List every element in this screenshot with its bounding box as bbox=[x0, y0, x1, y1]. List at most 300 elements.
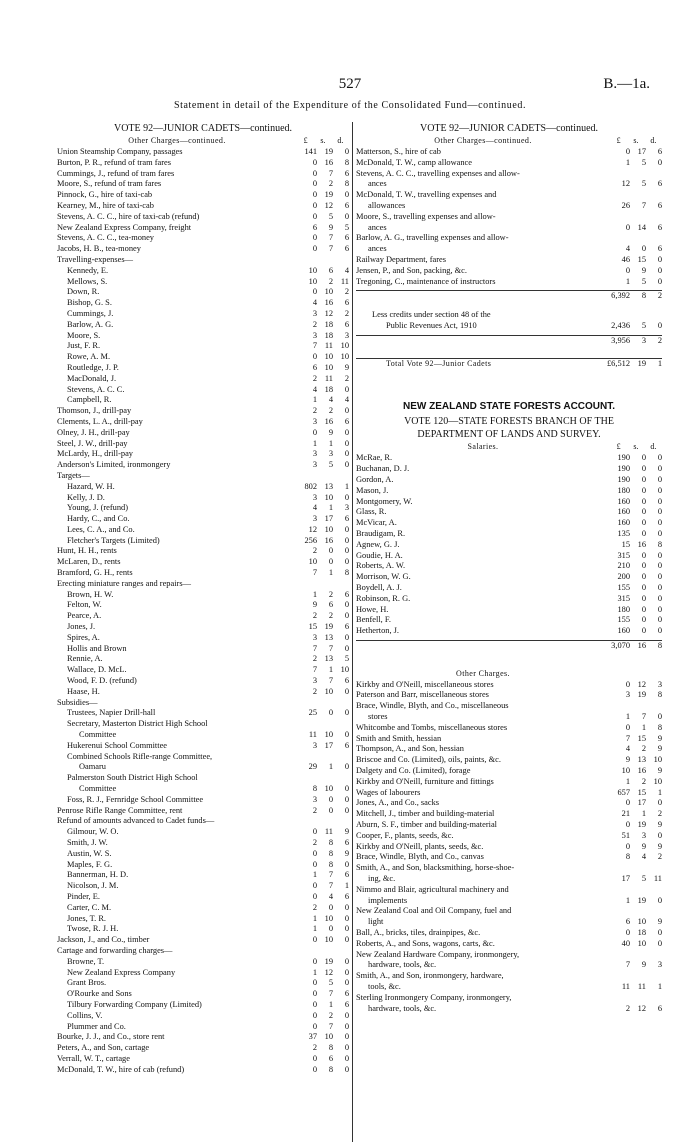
amount bbox=[610, 777, 662, 788]
amount-pounds: 0 bbox=[312, 168, 317, 178]
amount bbox=[610, 734, 662, 745]
amount bbox=[610, 594, 662, 605]
payee-name: Steel, J. W., drill-pay bbox=[57, 438, 128, 448]
ledger-row bbox=[57, 169, 349, 180]
amount-shillings: 10 bbox=[324, 492, 333, 502]
amount-shillings: 4 bbox=[328, 395, 333, 405]
payee-name: Goudie, H. A. bbox=[356, 550, 403, 560]
pounds-unit: £ bbox=[616, 442, 621, 452]
payee-name: Targets— bbox=[57, 470, 90, 480]
amount-pence: 0 bbox=[344, 427, 349, 437]
amount bbox=[297, 806, 349, 817]
amount bbox=[610, 529, 662, 540]
amount bbox=[297, 482, 349, 493]
ledger-row bbox=[57, 266, 349, 277]
ledger-row bbox=[57, 1022, 349, 1033]
amount-shillings: 9 bbox=[641, 841, 646, 851]
ledger-row bbox=[57, 816, 349, 827]
payee-name: Moore, S., travelling expenses and allow- bbox=[356, 211, 496, 221]
other-charges-heading: Other Charges. bbox=[456, 668, 510, 678]
amount bbox=[297, 320, 349, 331]
amount-pounds: 7 bbox=[312, 341, 317, 351]
amount-pounds: 4 bbox=[312, 384, 317, 394]
amount bbox=[610, 244, 662, 255]
amount-pence: 2 bbox=[344, 308, 349, 318]
ledger-row bbox=[356, 734, 662, 745]
amount-pounds: 210 bbox=[617, 561, 630, 571]
document-reference: B.—1a. bbox=[603, 76, 650, 92]
payee-name: Jensen, P., and Son, packing, &c. bbox=[356, 265, 467, 275]
amount bbox=[297, 331, 349, 342]
amount-pence: 10 bbox=[653, 755, 662, 765]
amount-shillings: 8 bbox=[328, 838, 333, 847]
ledger-row bbox=[57, 698, 349, 709]
payee-name: ances bbox=[368, 222, 387, 232]
amount-shillings: 18 bbox=[324, 384, 333, 394]
amount bbox=[610, 626, 662, 637]
amount-pounds: 9 bbox=[625, 755, 630, 765]
amount-pounds: 0 bbox=[312, 848, 317, 858]
amount-pence: 6 bbox=[344, 416, 349, 426]
amount bbox=[297, 600, 349, 611]
amount bbox=[297, 287, 349, 298]
pence-unit: d. bbox=[650, 136, 657, 145]
amount bbox=[297, 158, 349, 169]
amount-shillings: 13 bbox=[324, 654, 333, 664]
amount-pounds: 3 bbox=[312, 794, 317, 804]
payee-name: Stevens, A. C. C. bbox=[67, 384, 125, 394]
payee-name: Fletcher's Targets (Limited) bbox=[67, 535, 160, 545]
amount-pence: 1 bbox=[344, 481, 349, 491]
amount bbox=[610, 518, 662, 529]
amount-pounds: 8 bbox=[312, 784, 317, 794]
payee-name: Cooper, F., plants, seeds, &c. bbox=[356, 830, 454, 840]
amount-pounds: 1 bbox=[625, 776, 630, 786]
amount bbox=[610, 561, 662, 572]
amount-shillings: 13 bbox=[324, 481, 333, 491]
amount-pence: 0 bbox=[657, 895, 662, 905]
amount-pence: 6 bbox=[344, 514, 349, 524]
ledger-row bbox=[57, 784, 349, 795]
amount-shillings: 7 bbox=[328, 643, 333, 653]
amount-pounds: 6 bbox=[312, 222, 317, 232]
amount-pounds: 2 bbox=[312, 686, 317, 696]
ledger-row bbox=[356, 572, 662, 583]
ledger-row bbox=[57, 762, 349, 773]
amount-pence: 3 bbox=[657, 679, 662, 689]
payee-name: Barlow, A. G., travelling expenses and allow- bbox=[356, 233, 509, 243]
payee-name: Grant Bros. bbox=[67, 978, 107, 988]
amount-pounds: 4 bbox=[312, 503, 317, 513]
amount-pounds: 1 bbox=[312, 967, 317, 977]
amount-pence: 8 bbox=[657, 640, 662, 650]
payee-name: Cartage and forwarding charges— bbox=[57, 945, 173, 955]
unit-headers bbox=[297, 135, 349, 147]
ledger-row bbox=[57, 244, 349, 255]
amount-pence: 0 bbox=[657, 528, 662, 538]
payee-name: Felton, W. bbox=[67, 600, 102, 610]
amount-pence: 0 bbox=[344, 449, 349, 459]
ledger-row bbox=[356, 244, 662, 255]
amount bbox=[297, 654, 349, 665]
amount-pence: 0 bbox=[344, 1043, 349, 1053]
amount bbox=[610, 179, 662, 190]
statement-heading: Statement in detail of the Expenditure of the Consolidated Fund—continued. bbox=[173, 100, 527, 111]
ledger-row bbox=[356, 255, 662, 266]
amount bbox=[297, 892, 349, 903]
amount-pounds: 25 bbox=[308, 708, 317, 718]
ledger-row bbox=[356, 518, 662, 529]
ledger-row bbox=[57, 773, 349, 784]
amount-pence: 0 bbox=[344, 686, 349, 696]
amount-shillings: 0 bbox=[328, 805, 333, 815]
ledger-row bbox=[356, 605, 662, 616]
payee-name: Anderson's Limited, ironmongery bbox=[57, 460, 171, 470]
amount-pounds: 4 bbox=[625, 244, 630, 254]
amount-shillings: 5 bbox=[641, 874, 646, 884]
payee-name: Wages of labourers bbox=[356, 787, 421, 797]
amount-shillings: 9 bbox=[641, 960, 646, 970]
amount-shillings: 10 bbox=[324, 784, 333, 794]
amount bbox=[297, 1065, 349, 1076]
ledger-row bbox=[356, 212, 662, 223]
amount-pounds: 3 bbox=[312, 416, 317, 426]
ledger-row bbox=[356, 777, 662, 788]
payee-name: Ball, A., bricks, tiles, drainpipes, &c. bbox=[356, 928, 481, 938]
ledger-row bbox=[356, 896, 662, 907]
ledger-row bbox=[57, 1065, 349, 1076]
ledger-row bbox=[57, 363, 349, 374]
amount-pounds: 0 bbox=[312, 352, 317, 362]
amount-shillings: 5 bbox=[328, 211, 333, 221]
amount bbox=[297, 860, 349, 871]
amount-shillings: 0 bbox=[328, 924, 333, 934]
amount-pounds: 135 bbox=[617, 528, 630, 538]
amount-shillings: 19 bbox=[637, 358, 646, 368]
amount-pence: 2 bbox=[657, 852, 662, 862]
amount-shillings: 10 bbox=[637, 938, 646, 948]
ledger-row bbox=[356, 820, 662, 831]
amount bbox=[610, 158, 662, 169]
amount-pence: 0 bbox=[657, 276, 662, 286]
payee-name: McVicar, A. bbox=[356, 518, 397, 528]
amount bbox=[297, 644, 349, 655]
amount-shillings: 0 bbox=[328, 557, 333, 567]
payee-name: Moore, S., refund of tram fares bbox=[57, 179, 162, 189]
amount-shillings: 7 bbox=[328, 676, 333, 686]
amount-shillings: 16 bbox=[324, 298, 333, 308]
amount-pounds: 12 bbox=[621, 179, 630, 189]
amount-shillings: 15 bbox=[637, 254, 646, 264]
subtotal-row bbox=[356, 290, 662, 302]
amount-shillings: 1 bbox=[328, 999, 333, 1009]
amount-pounds: 160 bbox=[617, 626, 630, 636]
amount-pounds: 0 bbox=[625, 265, 630, 275]
amount-shillings: 10 bbox=[324, 730, 333, 740]
ledger-row bbox=[356, 885, 662, 896]
amount bbox=[297, 341, 349, 352]
amount bbox=[297, 1011, 349, 1022]
amount-pounds: 1 bbox=[312, 395, 317, 405]
left-column bbox=[57, 122, 349, 1076]
amount bbox=[610, 874, 662, 885]
amount-pence: 6 bbox=[657, 200, 662, 210]
amount-pence: 0 bbox=[657, 254, 662, 264]
amount-shillings: 10 bbox=[324, 1032, 333, 1042]
amount-pence: 0 bbox=[657, 572, 662, 582]
ledger-row bbox=[57, 223, 349, 234]
payee-name: Hunt, H. H., rents bbox=[57, 546, 117, 556]
amount-pence: 8 bbox=[344, 157, 349, 167]
amount-pence: 0 bbox=[657, 464, 662, 474]
payee-name: Buchanan, D. J. bbox=[356, 464, 410, 474]
payee-name: Oamaru bbox=[79, 762, 106, 772]
amount bbox=[297, 838, 349, 849]
amount-shillings: 3 bbox=[328, 449, 333, 459]
payee-name: Pinder, E. bbox=[67, 891, 100, 901]
amount-shillings: 11 bbox=[637, 982, 646, 991]
amount-pence: 9 bbox=[344, 827, 349, 837]
amount-pounds: 0 bbox=[312, 1010, 317, 1020]
ledger-row bbox=[57, 849, 349, 860]
payee-name: Jones, T. R. bbox=[67, 913, 107, 923]
ledger-row bbox=[57, 1011, 349, 1022]
payee-name: hardware, tools, &c. bbox=[368, 960, 437, 970]
amount-pence: 0 bbox=[344, 1021, 349, 1031]
amount-pounds: 3,070 bbox=[611, 640, 630, 650]
amount-pence: 10 bbox=[340, 352, 349, 362]
amount bbox=[297, 190, 349, 201]
amount-shillings: 13 bbox=[324, 632, 333, 642]
amount-pence: 0 bbox=[657, 507, 662, 517]
amount-shillings: 17 bbox=[637, 798, 646, 808]
payee-name: Gordon, A. bbox=[356, 474, 394, 484]
ledger-row bbox=[57, 719, 349, 730]
amount-shillings: 0 bbox=[641, 528, 646, 538]
amount-shillings: 7 bbox=[328, 233, 333, 243]
ledger-row bbox=[57, 914, 349, 925]
ledger-row bbox=[57, 460, 349, 471]
amount-pounds: 0 bbox=[312, 427, 317, 437]
amount-shillings: 6 bbox=[328, 600, 333, 610]
payee-name: Roberts, A., and Sons, wagons, carts, &c. bbox=[356, 938, 495, 948]
amount bbox=[610, 820, 662, 831]
amount-shillings: 16 bbox=[637, 539, 646, 549]
amount-pounds: 6,392 bbox=[611, 291, 630, 301]
amount-pence: 8 bbox=[657, 690, 662, 700]
payee-name: Smith, A., and Son, ironmongery, hardware, bbox=[356, 971, 504, 981]
ledger-row bbox=[57, 687, 349, 698]
amount-shillings: 19 bbox=[637, 895, 646, 905]
amount-pounds: 8 bbox=[625, 852, 630, 862]
amount-pounds: 0 bbox=[312, 233, 317, 243]
amount-pence: 0 bbox=[344, 762, 349, 772]
payee-name: Spires, A. bbox=[67, 632, 100, 642]
amount-pence: 3 bbox=[344, 330, 349, 340]
amount-shillings: 1 bbox=[328, 503, 333, 513]
amount bbox=[297, 309, 349, 320]
ledger-row bbox=[356, 1004, 662, 1015]
ledger-row bbox=[356, 863, 662, 874]
ledger-row bbox=[57, 806, 349, 817]
amount-pence: 0 bbox=[344, 805, 349, 815]
amount-pence: 0 bbox=[344, 1053, 349, 1063]
amount bbox=[297, 223, 349, 234]
other-charges-rows bbox=[356, 680, 662, 1015]
amount-pounds: 190 bbox=[617, 464, 630, 474]
amount-shillings: 6 bbox=[328, 265, 333, 275]
amount-shillings: 19 bbox=[637, 690, 646, 700]
amount-pence: 0 bbox=[657, 485, 662, 495]
amount bbox=[297, 546, 349, 557]
amount bbox=[610, 223, 662, 234]
amount-pounds: 1 bbox=[312, 589, 317, 599]
amount-pence: 6 bbox=[344, 891, 349, 901]
amount bbox=[610, 852, 662, 863]
amount bbox=[610, 917, 662, 928]
amount-shillings: 12 bbox=[637, 679, 646, 689]
amount-pounds: 6 bbox=[312, 362, 317, 372]
ledger-row bbox=[57, 611, 349, 622]
amount-shillings: 8 bbox=[328, 859, 333, 869]
subheading-row bbox=[356, 135, 662, 147]
payee-name: Secretary, Masterton District High School bbox=[67, 719, 208, 729]
amount-pence: 0 bbox=[657, 615, 662, 625]
amount-shillings: 10 bbox=[324, 935, 333, 945]
left-ledger-rows bbox=[57, 147, 349, 1076]
ledger-row bbox=[57, 622, 349, 633]
pounds-unit: £ bbox=[616, 136, 621, 145]
ledger-row bbox=[356, 475, 662, 486]
amount-pounds: 0 bbox=[312, 179, 317, 189]
payee-name: Maples, F. G. bbox=[67, 859, 113, 869]
payee-name: Erecting miniature ranges and repairs— bbox=[57, 578, 191, 588]
amount-shillings: 0 bbox=[641, 550, 646, 560]
payee-name: hardware, tools, &c. bbox=[368, 1003, 437, 1013]
payee-name: Twose, R. J. H. bbox=[67, 924, 119, 934]
ledger-row bbox=[356, 874, 662, 885]
amount-pence: 0 bbox=[657, 518, 662, 528]
amount-pounds: 3 bbox=[312, 308, 317, 318]
amount-shillings: 0 bbox=[641, 485, 646, 495]
ledger-row bbox=[57, 233, 349, 244]
amount-pounds: 3 bbox=[312, 460, 317, 470]
amount bbox=[610, 551, 662, 562]
payee-name: ing, &c. bbox=[368, 874, 396, 884]
amount-shillings: 10 bbox=[324, 352, 333, 362]
amount bbox=[297, 449, 349, 460]
payee-name: Cummings, J., refund of tram fares bbox=[57, 168, 175, 178]
amount-pounds: 0 bbox=[312, 859, 317, 869]
amount bbox=[297, 881, 349, 892]
payee-name: allowances bbox=[368, 200, 406, 210]
payee-name: Dalgety and Co. (Limited), forage bbox=[356, 766, 471, 776]
amount-pounds: 0 bbox=[312, 827, 317, 837]
amount bbox=[297, 622, 349, 633]
amount bbox=[610, 755, 662, 766]
payee-name: Burton, P. R., refund of tram fares bbox=[57, 157, 171, 167]
ledger-row bbox=[57, 309, 349, 320]
amount-shillings: 2 bbox=[328, 611, 333, 621]
amount-pence: 5 bbox=[344, 654, 349, 664]
amount-shillings: 1 bbox=[641, 722, 646, 732]
ledger-row bbox=[356, 788, 662, 799]
amount-pence: 0 bbox=[344, 1032, 349, 1042]
payee-name: Railway Department, fares bbox=[356, 254, 446, 264]
amount-pence: 6 bbox=[344, 740, 349, 750]
ledger-row bbox=[57, 741, 349, 752]
amount-pence: 0 bbox=[344, 924, 349, 934]
amount-pence: 0 bbox=[657, 561, 662, 571]
amount-shillings: 0 bbox=[328, 546, 333, 556]
amount-shillings: 16 bbox=[324, 416, 333, 426]
amount-pence: 6 bbox=[344, 676, 349, 686]
amount-shillings: 10 bbox=[637, 917, 646, 927]
ledger-row bbox=[57, 536, 349, 547]
payee-name: Kirkby and O'Neill, plants, seeds, &c. bbox=[356, 841, 484, 851]
ledger-row bbox=[356, 755, 662, 766]
ledger-row bbox=[356, 561, 662, 572]
payee-name: Tregoning, C., maintenance of instructors bbox=[356, 276, 496, 286]
payee-name: Kelly, J. D. bbox=[67, 492, 105, 502]
amount-pence: 0 bbox=[344, 546, 349, 556]
amount-pounds: 15 bbox=[308, 622, 317, 632]
amount bbox=[610, 960, 662, 971]
amount-pounds: 3 bbox=[312, 514, 317, 524]
ledger-row bbox=[57, 395, 349, 406]
amount-pence: 2 bbox=[344, 287, 349, 297]
amount-pence: 6 bbox=[657, 244, 662, 254]
ledger-row bbox=[57, 600, 349, 611]
amount bbox=[297, 1000, 349, 1011]
amount-shillings: 10 bbox=[324, 287, 333, 297]
amount-pence: 0 bbox=[344, 535, 349, 545]
amount-pounds: 0 bbox=[625, 820, 630, 830]
ledger-row bbox=[57, 676, 349, 687]
amount bbox=[610, 266, 662, 277]
amount-shillings: 2 bbox=[328, 589, 333, 599]
payee-name: Hardy, C., and Co. bbox=[67, 514, 130, 524]
amount-pence: 9 bbox=[657, 733, 662, 743]
amount-pounds: 2 bbox=[312, 611, 317, 621]
amount-pounds: 160 bbox=[617, 496, 630, 506]
amount-shillings: 2 bbox=[328, 179, 333, 189]
payee-name: Union Steamship Company, passages bbox=[57, 147, 183, 156]
amount bbox=[297, 633, 349, 644]
ledger-row bbox=[356, 277, 662, 288]
amount-shillings: 7 bbox=[328, 168, 333, 178]
ledger-row bbox=[57, 298, 349, 309]
ledger-row bbox=[57, 287, 349, 298]
ledger-row bbox=[57, 579, 349, 590]
amount-pence: 0 bbox=[344, 913, 349, 923]
amount-pence: 6 bbox=[344, 168, 349, 178]
payee-name: McLardy, H., drill-pay bbox=[57, 449, 133, 459]
amount-shillings: 0 bbox=[641, 244, 646, 254]
amount-pence: 0 bbox=[657, 626, 662, 636]
ledger-row bbox=[356, 950, 662, 961]
amount-pounds: 0 bbox=[312, 956, 317, 966]
payee-name: Browne, T. bbox=[67, 956, 105, 966]
payee-name: Trustees, Napier Drill-hall bbox=[67, 708, 156, 718]
payee-name: Smith, A., and Son, blacksmithing, horse-shoe- bbox=[356, 863, 515, 873]
amount-pounds: 1 bbox=[625, 895, 630, 905]
payee-name: Stevens, A. C. C., hire of taxi-cab (refund) bbox=[57, 211, 200, 221]
amount-pence: 9 bbox=[657, 917, 662, 927]
amount-pence: 6 bbox=[344, 298, 349, 308]
ledger-row bbox=[356, 723, 662, 734]
salaries-rows bbox=[356, 453, 662, 637]
